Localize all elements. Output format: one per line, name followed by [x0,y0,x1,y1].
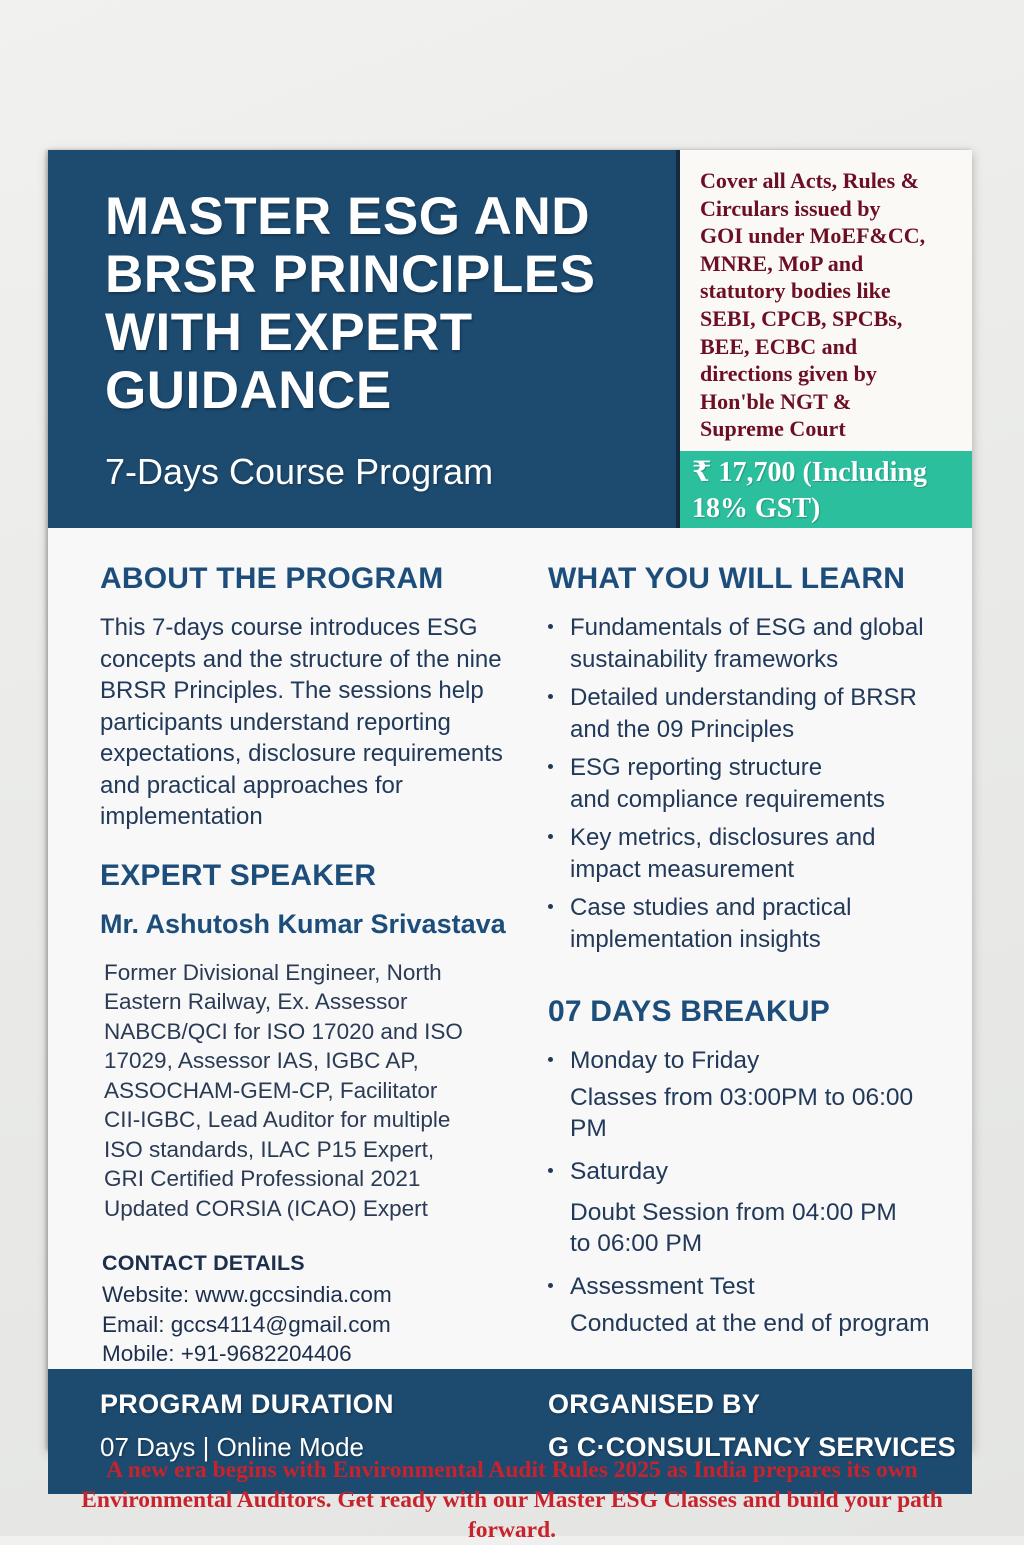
course-title-line: MASTER ESG AND [105,187,591,246]
price-badge: ₹ 17,700 (Including 18% GST) [680,451,972,532]
breakup-item-text: Monday to Friday Classes from 03:00PM to 06:00 PM [570,1047,914,1142]
header [48,150,972,528]
organised-by-label: ORGANISED BY [548,1388,761,1419]
contact-heading: CONTACT DETAILS [102,1251,305,1275]
content-area [48,528,972,1369]
coverage-note [680,150,972,451]
contact-website: Website: www.gccsindia.com [102,1282,392,1307]
coverage-note-line: Cover all Acts, Rules & [700,168,919,193]
learn-item [548,892,944,955]
bullet-icon [548,752,570,815]
program-duration-label: PROGRAM DURATION [100,1388,394,1419]
learn-heading: WHAT YOU WILL LEARN [548,562,906,595]
coverage-note-line: BEE, ECBC and [700,333,858,359]
bullet-icon [548,1271,570,1339]
learn-item [548,822,944,885]
bullet-icon [548,1045,570,1144]
breakup-item [548,1156,944,1259]
learn-item-text: Detailed understanding of BRSR and the 09 Principles [570,684,917,743]
breakup-item-text: Saturday Doubt Session from 04:00 PM to 06:00 PM [570,1158,897,1257]
left-column [100,562,512,1369]
learn-item [548,752,944,815]
bottom-alert-text: A new era begins with Environmental Audit Rules 2025 as India prepares its own Environmental Auditors. Get ready with our Master ESG Classes and build your path forward. [81,1457,943,1543]
course-title [105,188,676,420]
coverage-note-line: Circulars issued by [700,195,881,221]
learn-item-text: Case studies and practical implementation insights [570,894,852,953]
coverage-note-line: directions given by [700,361,877,387]
learn-item-text: Key metrics, disclosures and impact measurement [570,824,876,883]
breakup-list [548,1045,944,1339]
speaker-heading: EXPERT SPEAKER [100,858,377,892]
about-heading: ABOUT THE PROGRAM [100,562,444,595]
course-title-line: BRSR PRINCIPLES [105,245,596,304]
bullet-icon [548,612,570,675]
coverage-note-line: Hon'ble NGT & [700,388,852,414]
bullet-icon [548,682,570,745]
about-text: This 7-days course introduces ESG concepts and the structure of the nine BRSR Principles. The sessions help participants understand reporting expectations, disclosure requirements and practical approaches for implementation [100,614,503,830]
breakup-heading: 07 DAYS BREAKUP [548,995,830,1028]
course-title-line: GUIDANCE [105,361,392,420]
breakup-item-text: Assessment Test Conducted at the end of program [570,1273,930,1337]
course-subtitle: 7-Days Course Program [105,451,494,492]
coverage-note-line: MNRE, MoP and [700,250,864,276]
program-duration-value: 07 Days | Online Mode [100,1431,364,1462]
bullet-icon [548,822,570,885]
bullet-icon [548,892,570,955]
speaker-name: Mr. Ashutosh Kumar Srivastava [100,908,506,939]
learn-item [548,612,944,675]
contact-email: Email: gccs4114@gmail.com [102,1311,391,1337]
organiser-name: G C·CONSULTANCY SERVICES [548,1431,956,1462]
header-side-column [676,150,972,528]
coverage-note-line: SEBI, CPCB, SPCBs, [700,305,903,331]
learn-item-text: Fundamentals of ESG and global sustainability frameworks [570,614,924,673]
right-column [548,562,944,1369]
learn-list [548,612,944,955]
bullet-icon [548,1156,570,1259]
breakup-item [548,1045,944,1144]
course-title-line: WITH EXPERT [105,303,473,362]
coverage-note-line: GOI under MoEF&CC, [700,223,926,249]
coverage-note-line: statutory bodies like [700,278,891,304]
contact-mobile: Mobile: +91-9682204406 [102,1341,352,1366]
coverage-note-line: Supreme Court [700,416,846,442]
breakup-item [548,1271,944,1339]
title-block [48,150,676,528]
learn-item-text: ESG reporting structure and compliance requirements [570,754,885,813]
course-flyer [48,150,972,1462]
speaker-bio: Former Divisional Engineer, North Eastern Railway, Ex. Assessor NABCB/QCI for ISO 17020 and ISO 17029, Assessor IAS, IGBC AP, ASSOCHAM-GEM-CP, Facilitator CII-IGBC, Lead Auditor for multiple ISO standards, ILAC P15 Expert, GRI Certified Professional 2021 Updated CORSIA (ICAO) Expert [104,959,463,1221]
learn-item [548,682,944,745]
